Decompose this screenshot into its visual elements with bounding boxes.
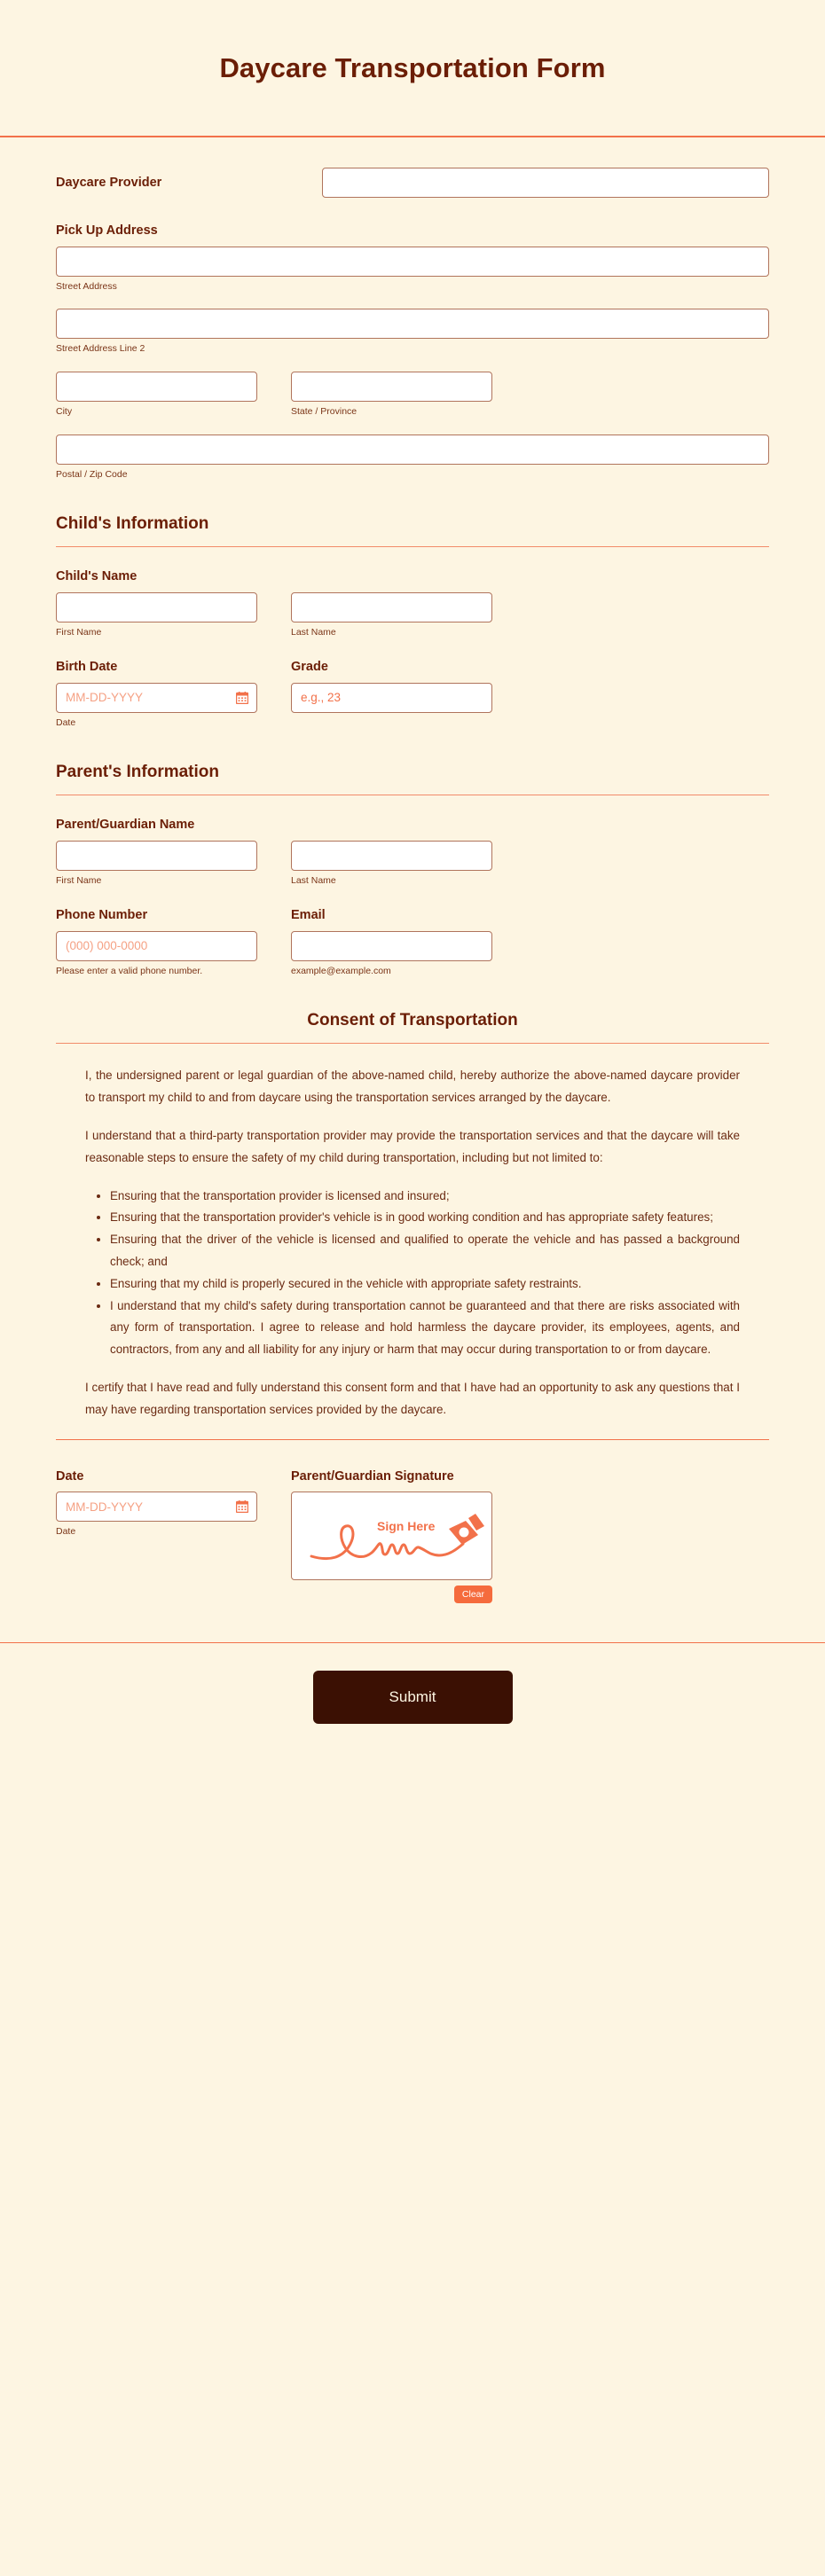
child-first-name-group bbox=[56, 592, 257, 639]
parent-first-name-group bbox=[56, 841, 257, 888]
consent-bullet-list bbox=[85, 1186, 740, 1361]
section-divider bbox=[56, 1043, 769, 1044]
list-item: • Ensuring that the transportation provider's vehicle is in good working condition and has appropriate safety features; bbox=[110, 1207, 740, 1229]
spacer bbox=[257, 592, 291, 639]
child-last-name-sublabel: Last Name bbox=[291, 627, 336, 638]
parent-first-name-input[interactable] bbox=[56, 841, 257, 871]
sign-here-hint: Sign Here bbox=[377, 1519, 436, 1534]
field-pickup-address bbox=[56, 223, 769, 481]
child-last-name-input[interactable] bbox=[291, 592, 492, 622]
pickup-state-sublabel: State / Province bbox=[291, 406, 358, 418]
pickup-city-sublabel: City bbox=[56, 406, 73, 418]
clear-signature-button[interactable]: Clear bbox=[454, 1586, 492, 1603]
field-parent-signature bbox=[291, 1468, 492, 1604]
phone-number-input[interactable] bbox=[56, 931, 257, 961]
field-daycare-provider bbox=[56, 137, 769, 198]
child-first-name-input[interactable] bbox=[56, 592, 257, 622]
pickup-street-sublabel: Street Address bbox=[56, 280, 117, 292]
parent-name-label: Parent/Guardian Name bbox=[56, 818, 195, 833]
parent-section-heading: Parent's Information bbox=[56, 763, 219, 782]
daycare-provider-label: Daycare Provider bbox=[56, 175, 162, 190]
daycare-provider-input[interactable] bbox=[322, 168, 769, 198]
pickup-city-input[interactable] bbox=[56, 372, 257, 402]
pickup-address-label: Pick Up Address bbox=[56, 223, 158, 238]
list-item: • Ensuring that my child is properly secured in the vehicle with appropriate safety restraints. bbox=[110, 1273, 740, 1296]
birth-date-input[interactable] bbox=[56, 683, 257, 713]
parent-last-name-input[interactable] bbox=[291, 841, 492, 871]
consent-text bbox=[56, 1065, 769, 1421]
phone-number-sublabel: Please enter a valid phone number. bbox=[56, 965, 203, 976]
child-birth-grade-row bbox=[56, 659, 769, 729]
consent-date-input[interactable] bbox=[56, 1492, 257, 1522]
field-child-name bbox=[56, 568, 769, 638]
page-title: Daycare Transportation Form bbox=[219, 51, 606, 83]
signature-label: Parent/Guardian Signature bbox=[291, 1468, 454, 1484]
pickup-postal-group bbox=[56, 435, 769, 482]
email-sublabel: example@example.com bbox=[291, 965, 391, 976]
signature-scribble-icon bbox=[292, 1492, 492, 1580]
pickup-street2-sublabel: Street Address Line 2 bbox=[56, 343, 145, 355]
email-input[interactable] bbox=[291, 931, 492, 961]
child-name-row bbox=[56, 592, 769, 639]
consent-heading: Consent of Transportation bbox=[307, 1011, 518, 1030]
spacer bbox=[257, 372, 291, 419]
child-name-label: Child's Name bbox=[56, 569, 138, 584]
submit-button[interactable]: Submit bbox=[313, 1671, 513, 1724]
signature-actions bbox=[291, 1586, 492, 1603]
form-header bbox=[0, 0, 825, 137]
birth-date-label: Birth Date bbox=[56, 659, 118, 674]
consent-date-label: Date bbox=[56, 1468, 84, 1484]
section-child-information bbox=[56, 514, 769, 547]
pickup-street2-group bbox=[56, 309, 769, 356]
pickup-street2-input[interactable] bbox=[56, 309, 769, 339]
signature-row bbox=[56, 1468, 769, 1604]
parent-last-name-group bbox=[291, 841, 492, 888]
email-label: Email bbox=[291, 907, 326, 922]
spacer bbox=[257, 841, 291, 888]
pickup-street-input[interactable] bbox=[56, 247, 769, 277]
list-item: • I understand that my child's safety during transportation cannot be guaranteed and that there are risks associated with any form of transportation. I agree to release and hold harmless the daycare provider, its employees, agents, and contractors, from any and all liability for any injury or harm that may occur during transportation to or from daycare. bbox=[110, 1296, 740, 1361]
child-last-name-group bbox=[291, 592, 492, 639]
grade-input[interactable] bbox=[291, 683, 492, 713]
pickup-postal-sublabel: Postal / Zip Code bbox=[56, 468, 128, 480]
pickup-city-state-row bbox=[56, 372, 769, 419]
field-birth-date bbox=[56, 659, 257, 729]
pickup-state-input[interactable] bbox=[291, 372, 492, 402]
form-footer bbox=[0, 1643, 825, 1751]
birth-date-sublabel: Date bbox=[56, 716, 76, 728]
consent-date-sublabel: Date bbox=[56, 1526, 76, 1538]
pickup-street-group bbox=[56, 247, 769, 294]
child-section-heading: Child's Information bbox=[56, 514, 209, 534]
signature-pad[interactable] bbox=[291, 1492, 492, 1580]
pickup-state-group bbox=[291, 372, 492, 419]
grade-label: Grade bbox=[291, 659, 328, 674]
consent-paragraph-3: I certify that I have read and fully understand this consent form and that I have had an opportunity to ask any questions that I may have regarding transportation services provided by the daycare. bbox=[85, 1380, 740, 1416]
section-consent bbox=[56, 1011, 769, 1044]
section-signature bbox=[56, 1439, 769, 1604]
parent-phone-email-row bbox=[56, 907, 769, 977]
consent-paragraph-2: I understand that a third-party transportation provider may provide the transportation services and that the daycare will take reasonable steps to ensure the safety of my child during transportation, including but not limited to: bbox=[85, 1128, 740, 1164]
parent-last-name-sublabel: Last Name bbox=[291, 875, 336, 887]
parent-first-name-sublabel: First Name bbox=[56, 875, 102, 887]
field-consent-date bbox=[56, 1468, 257, 1604]
signature-section-divider bbox=[56, 1439, 769, 1440]
child-first-name-sublabel: First Name bbox=[56, 627, 102, 638]
list-item: • Ensuring that the transportation provider is licensed and insured; bbox=[110, 1186, 740, 1208]
field-parent-name bbox=[56, 817, 769, 887]
field-email bbox=[291, 907, 492, 977]
field-phone-number bbox=[56, 907, 257, 977]
pickup-postal-input[interactable] bbox=[56, 435, 769, 465]
section-divider bbox=[56, 546, 769, 547]
list-item: • Ensuring that the driver of the vehicle is licensed and qualified to operate the vehicle and has passed a background check; and bbox=[110, 1229, 740, 1273]
parent-name-row bbox=[56, 841, 769, 888]
field-grade bbox=[291, 659, 492, 729]
pickup-city-group bbox=[56, 372, 257, 419]
spacer bbox=[257, 659, 291, 729]
section-parent-information bbox=[56, 763, 769, 795]
spacer bbox=[257, 907, 291, 977]
consent-paragraph-1: I, the undersigned parent or legal guardian of the above-named child, hereby authorize the above-named daycare provider to transport my child to and from daycare using the transportation services arranged by the daycare. bbox=[85, 1069, 740, 1105]
phone-number-label: Phone Number bbox=[56, 907, 148, 922]
form-body bbox=[0, 137, 825, 1603]
